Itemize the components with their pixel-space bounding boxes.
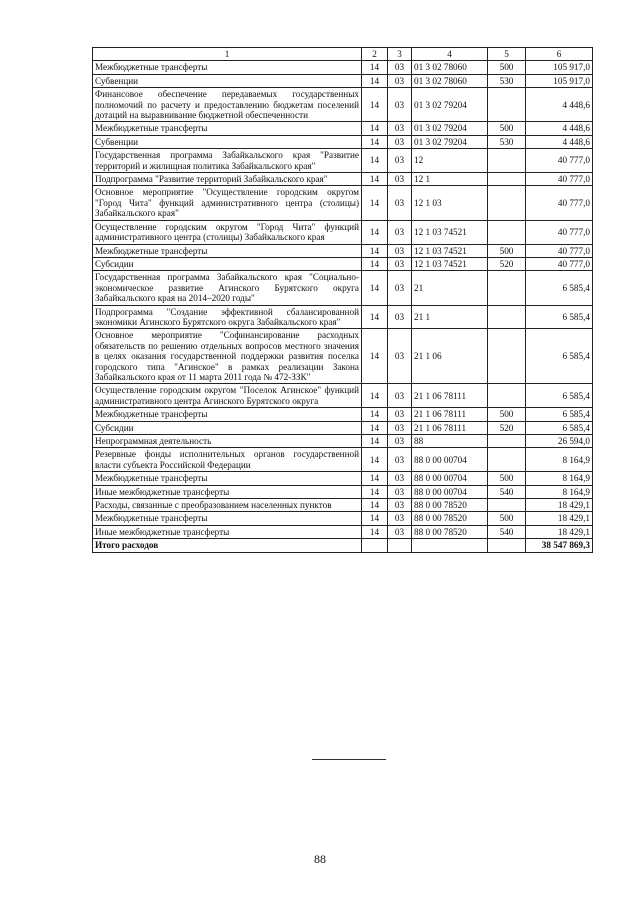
cell-name: Основное мероприятие "Осуществление городским округом "Город Чита" функций административного центра (столицы) Забайкальского края" — [93, 186, 362, 220]
cell-pr: 03 — [388, 472, 412, 485]
cell-pr: 03 — [388, 220, 412, 244]
cell-name: Межбюджетные трансферты — [93, 122, 362, 135]
cell-rz: 14 — [362, 384, 388, 408]
header-cell-1: 1 — [93, 48, 362, 61]
cell-vr: 530 — [488, 74, 526, 87]
cell-rz: 14 — [362, 525, 388, 538]
cell-sum: 6 585,4 — [526, 384, 593, 408]
cell-sum: 6 585,4 — [526, 305, 593, 329]
header-cell-6: 6 — [526, 48, 593, 61]
table-row — [93, 305, 593, 329]
cell-sum: 4 448,6 — [526, 122, 593, 135]
cell-rz: 14 — [362, 220, 388, 244]
cell-rz: 14 — [362, 173, 388, 186]
cell-sum: 40 777,0 — [526, 149, 593, 173]
cell-csr: 88 0 00 78520 — [412, 525, 488, 538]
cell-rz: 14 — [362, 149, 388, 173]
cell-csr: 12 1 03 74521 — [412, 244, 488, 257]
cell-name: Резервные фонды исполнительных органов государственной власти субъекта Российской Федерации — [93, 448, 362, 472]
table-row — [93, 186, 593, 220]
cell-csr: 88 0 00 00704 — [412, 485, 488, 498]
cell-pr: 03 — [388, 421, 412, 434]
cell-sum: 26 594,0 — [526, 435, 593, 448]
cell-pr: 03 — [388, 74, 412, 87]
cell-vr: 500 — [488, 512, 526, 525]
cell-name: Осуществление городским округом "Город Чита" функций административного центра (столицы) Забайкальского края — [93, 220, 362, 244]
cell-sum: 6 585,4 — [526, 329, 593, 384]
cell-vr: 520 — [488, 421, 526, 434]
cell-vr — [488, 329, 526, 384]
cell-csr: 12 1 — [412, 173, 488, 186]
total-empty-cell — [362, 539, 388, 552]
cell-name: Государственная программа Забайкальского края "Развитие территорий и жилищная политика Забайкальского края" — [93, 149, 362, 173]
cell-csr: 21 1 06 78111 — [412, 384, 488, 408]
cell-sum: 40 777,0 — [526, 173, 593, 186]
cell-name: Субсидии — [93, 421, 362, 434]
cell-vr — [488, 271, 526, 305]
header-cell-4: 4 — [412, 48, 488, 61]
cell-pr: 03 — [388, 149, 412, 173]
table-row — [93, 448, 593, 472]
cell-pr: 03 — [388, 525, 412, 538]
cell-name: Иные межбюджетные трансферты — [93, 525, 362, 538]
cell-vr — [488, 186, 526, 220]
cell-name: Иные межбюджетные трансферты — [93, 485, 362, 498]
cell-sum: 40 777,0 — [526, 220, 593, 244]
cell-rz: 14 — [362, 257, 388, 270]
cell-pr: 03 — [388, 173, 412, 186]
table-row — [93, 149, 593, 173]
cell-pr: 03 — [388, 244, 412, 257]
cell-vr — [488, 384, 526, 408]
table-row — [93, 384, 593, 408]
cell-vr — [488, 149, 526, 173]
cell-name: Подпрограмма "Развитие территорий Забайкальского края" — [93, 173, 362, 186]
cell-sum: 18 429,1 — [526, 512, 593, 525]
cell-rz: 14 — [362, 448, 388, 472]
cell-name: Межбюджетные трансферты — [93, 408, 362, 421]
cell-rz: 14 — [362, 512, 388, 525]
table-row — [93, 408, 593, 421]
cell-pr: 03 — [388, 61, 412, 74]
cell-sum: 105 917,0 — [526, 74, 593, 87]
cell-sum: 6 585,4 — [526, 408, 593, 421]
table-row — [93, 74, 593, 87]
cell-pr: 03 — [388, 305, 412, 329]
cell-vr — [488, 220, 526, 244]
table-row — [93, 435, 593, 448]
cell-pr: 03 — [388, 329, 412, 384]
table-row — [93, 485, 593, 498]
cell-rz: 14 — [362, 61, 388, 74]
table-row — [93, 88, 593, 122]
cell-pr: 03 — [388, 257, 412, 270]
cell-csr: 88 0 00 00704 — [412, 472, 488, 485]
cell-pr: 03 — [388, 408, 412, 421]
cell-csr: 01 3 02 79204 — [412, 88, 488, 122]
cell-csr: 12 — [412, 149, 488, 173]
cell-pr: 03 — [388, 485, 412, 498]
cell-csr: 88 0 00 78520 — [412, 499, 488, 512]
cell-csr: 01 3 02 78060 — [412, 61, 488, 74]
cell-sum: 18 429,1 — [526, 525, 593, 538]
table-body — [93, 61, 593, 539]
total-empty-cell — [488, 539, 526, 552]
table-row — [93, 421, 593, 434]
cell-name: Подпрограмма "Создание эффективной сбалансированной экономики Агинского Бурятского округа Забайкальского края" — [93, 305, 362, 329]
total-sum: 38 547 869,3 — [526, 539, 593, 552]
cell-csr: 12 1 03 74521 — [412, 220, 488, 244]
cell-sum: 8 164,9 — [526, 485, 593, 498]
cell-csr: 01 3 02 79204 — [412, 122, 488, 135]
cell-sum: 4 448,6 — [526, 135, 593, 148]
separator-line — [312, 759, 386, 760]
cell-vr: 500 — [488, 408, 526, 421]
cell-pr: 03 — [388, 122, 412, 135]
cell-pr: 03 — [388, 88, 412, 122]
cell-vr — [488, 88, 526, 122]
expenditure-table — [92, 47, 593, 553]
cell-vr: 540 — [488, 485, 526, 498]
cell-name: Государственная программа Забайкальского края "Социально-экономическое развитие Агинского Бурятского округа Забайкальского края на 2014–2020 годы" — [93, 271, 362, 305]
cell-sum: 8 164,9 — [526, 448, 593, 472]
cell-csr: 01 3 02 78060 — [412, 74, 488, 87]
table-row — [93, 244, 593, 257]
cell-name: Осуществление городским округом "Поселок Агинское" функций административного центра Агинского Бурятского округа — [93, 384, 362, 408]
header-cell-3: 3 — [388, 48, 412, 61]
cell-rz: 14 — [362, 499, 388, 512]
cell-rz: 14 — [362, 74, 388, 87]
cell-vr: 500 — [488, 122, 526, 135]
total-empty-cell — [412, 539, 488, 552]
cell-sum: 40 777,0 — [526, 257, 593, 270]
table-row — [93, 122, 593, 135]
cell-csr: 01 3 02 79204 — [412, 135, 488, 148]
cell-name: Непрограммная деятельность — [93, 435, 362, 448]
cell-rz: 14 — [362, 472, 388, 485]
table-row — [93, 220, 593, 244]
cell-rz: 14 — [362, 186, 388, 220]
cell-rz: 14 — [362, 329, 388, 384]
cell-sum: 8 164,9 — [526, 472, 593, 485]
cell-csr: 21 1 06 78111 — [412, 408, 488, 421]
page-number: 88 — [314, 852, 326, 866]
cell-vr — [488, 173, 526, 186]
cell-sum: 18 429,1 — [526, 499, 593, 512]
table-row — [93, 271, 593, 305]
table-row — [93, 173, 593, 186]
cell-name: Расходы, связанные с преобразованием населенных пунктов — [93, 499, 362, 512]
cell-name: Межбюджетные трансферты — [93, 472, 362, 485]
cell-vr: 500 — [488, 244, 526, 257]
cell-rz: 14 — [362, 305, 388, 329]
table-row — [93, 135, 593, 148]
cell-rz: 14 — [362, 408, 388, 421]
cell-sum: 6 585,4 — [526, 271, 593, 305]
header-cell-5: 5 — [488, 48, 526, 61]
cell-pr: 03 — [388, 384, 412, 408]
cell-pr: 03 — [388, 499, 412, 512]
cell-csr: 88 0 00 00704 — [412, 448, 488, 472]
table-row — [93, 525, 593, 538]
cell-rz: 14 — [362, 135, 388, 148]
cell-name: Финансовое обеспечение передаваемых государственных полномочий по расчету и предоставлению бюджетам поселений дотаций на выравнивание бюджетной обеспеченности — [93, 88, 362, 122]
cell-csr: 88 — [412, 435, 488, 448]
table-row — [93, 61, 593, 74]
cell-vr: 530 — [488, 135, 526, 148]
cell-rz: 14 — [362, 485, 388, 498]
cell-csr: 21 — [412, 271, 488, 305]
total-empty-cell — [388, 539, 412, 552]
table-row — [93, 472, 593, 485]
cell-csr: 21 1 06 — [412, 329, 488, 384]
cell-pr: 03 — [388, 186, 412, 220]
cell-vr — [488, 435, 526, 448]
cell-name: Межбюджетные трансферты — [93, 512, 362, 525]
cell-sum: 4 448,6 — [526, 88, 593, 122]
cell-csr: 88 0 00 78520 — [412, 512, 488, 525]
cell-name: Межбюджетные трансферты — [93, 244, 362, 257]
cell-name: Субсидии — [93, 257, 362, 270]
cell-sum: 6 585,4 — [526, 421, 593, 434]
cell-pr: 03 — [388, 435, 412, 448]
cell-rz: 14 — [362, 435, 388, 448]
cell-sum: 40 777,0 — [526, 244, 593, 257]
cell-csr: 21 1 06 78111 — [412, 421, 488, 434]
total-label: Итого расходов — [93, 539, 362, 552]
cell-sum: 40 777,0 — [526, 186, 593, 220]
table-row — [93, 512, 593, 525]
cell-rz: 14 — [362, 122, 388, 135]
cell-rz: 14 — [362, 244, 388, 257]
table-header-row — [93, 48, 593, 61]
cell-sum: 105 917,0 — [526, 61, 593, 74]
cell-rz: 14 — [362, 421, 388, 434]
cell-csr: 12 1 03 74521 — [412, 257, 488, 270]
header-cell-2: 2 — [362, 48, 388, 61]
cell-rz: 14 — [362, 271, 388, 305]
cell-vr: 520 — [488, 257, 526, 270]
cell-name: Межбюджетные трансферты — [93, 61, 362, 74]
cell-vr: 500 — [488, 472, 526, 485]
table-row — [93, 257, 593, 270]
cell-csr: 12 1 03 — [412, 186, 488, 220]
table-row — [93, 499, 593, 512]
cell-pr: 03 — [388, 135, 412, 148]
cell-pr: 03 — [388, 448, 412, 472]
cell-vr — [488, 499, 526, 512]
total-row — [93, 539, 593, 552]
cell-name: Субвенции — [93, 135, 362, 148]
cell-pr: 03 — [388, 512, 412, 525]
cell-name: Субвенции — [93, 74, 362, 87]
cell-vr: 500 — [488, 61, 526, 74]
table-row — [93, 329, 593, 384]
cell-vr — [488, 305, 526, 329]
cell-vr — [488, 448, 526, 472]
cell-name: Основное мероприятие "Софинансирование расходных обязательств по решению отдельных вопросов местного значения в целях оказания государственной поддержки развития поселка городского типа "Агинское" в рамках реализации Закона Забайкальского края от 11 марта 2011 года № 472-ЗЗК" — [93, 329, 362, 384]
cell-pr: 03 — [388, 271, 412, 305]
cell-vr: 540 — [488, 525, 526, 538]
cell-csr: 21 1 — [412, 305, 488, 329]
cell-rz: 14 — [362, 88, 388, 122]
